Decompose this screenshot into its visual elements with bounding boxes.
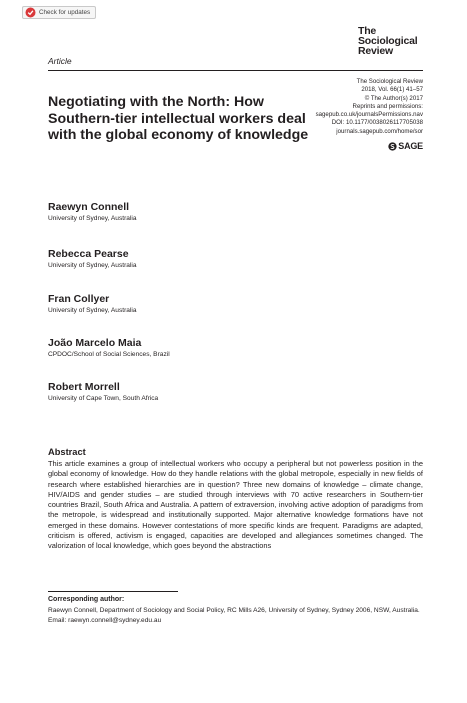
author-4: [48, 337, 170, 358]
publisher-logo: [388, 141, 423, 151]
author-name: Raewyn Connell: [48, 201, 130, 213]
journal-name: The Sociological Review: [356, 78, 423, 85]
author-name: Fran Collyer: [48, 293, 110, 305]
article-type-label: Article: [48, 56, 72, 66]
journal-volume: 2018, Vol. 66(1) 41–57: [361, 86, 423, 94]
check-for-updates-icon: [25, 7, 36, 18]
author-2: [48, 248, 137, 269]
corresponding-author-details: [48, 606, 423, 625]
doi-link[interactable]: DOI: 10.1177/0038026117705038: [331, 119, 423, 127]
abstract-heading: Abstract: [48, 447, 86, 457]
logo-line-3: Review: [358, 45, 393, 57]
author-5: [48, 381, 158, 402]
author-affiliation: University of Sydney, Australia: [48, 215, 137, 222]
permissions-link[interactable]: sagepub.co.uk/journalsPermissions.nav: [315, 111, 423, 119]
corresponding-email[interactable]: Email: raewyn.connell@sydney.edu.au: [48, 616, 162, 624]
header-rule: [48, 70, 423, 71]
copyright: © The Author(s) 2017: [364, 94, 423, 102]
reprints-label: Reprints and permissions:: [352, 102, 423, 110]
footnote-rule: [48, 591, 178, 592]
author-affiliation: University of Sydney, Australia: [48, 307, 137, 314]
check-for-updates-button[interactable]: [22, 6, 96, 19]
article-title: Negotiating with the North: How Southern-tier intellectual workers deal with the global economy of knowledge: [48, 94, 309, 143]
journal-logo: [358, 26, 448, 56]
journal-meta: [316, 78, 423, 136]
publisher-name: SAGE: [398, 141, 423, 151]
logo-line-1: The: [358, 25, 377, 37]
author-affiliation: University of Cape Town, South Africa: [48, 395, 159, 402]
author-1: [48, 201, 137, 222]
author-affiliation: CPDOC/School of Social Sciences, Brazil: [48, 351, 170, 358]
sage-s-icon: [388, 142, 397, 151]
journal-home-link[interactable]: journals.sagepub.com/home/sor: [336, 127, 423, 135]
author-name: João Marcelo Maia: [48, 337, 142, 349]
author-3: [48, 293, 137, 314]
check-for-updates-label: Check for updates: [39, 9, 91, 16]
author-affiliation: University of Sydney, Australia: [48, 262, 137, 269]
corresponding-author-heading: Corresponding author:: [48, 596, 125, 603]
author-name: Robert Morrell: [48, 381, 120, 393]
corresponding-address: Raewyn Connell, Department of Sociology and Social Policy, RC Mills A26, University of Sydney, Sydney 2006, NSW, Australia.: [48, 607, 420, 614]
logo-line-2: Sociological: [358, 35, 418, 47]
author-name: Rebecca Pearse: [48, 248, 129, 260]
abstract-text: This article examines a group of intellectual workers who occupy a peripheral but not powerless position in the global economy of knowledge. How do they handle relations with the global metropole, especially in new fields of research where established hierarchies are in question? Three new domains of knowledge – climate change, HIV/AIDS and gender studies – are studied through interviews with 70 active researchers in Southern-tier countries Brazil, South Africa and Australia. A pattern of extraversion, involving active adoption of paradigms from the metropole, is widespread and institutionally supported. Major alternative knowledge formations have not emerged in these domains. However contestations of more specific kinds are frequent. Paradigms are adapted, criticism is offered, activism is engaged, capacities are developed and allegiances sometimes changed. The valorization of local knowledge, which goes beyond the abstractions: [48, 459, 423, 551]
